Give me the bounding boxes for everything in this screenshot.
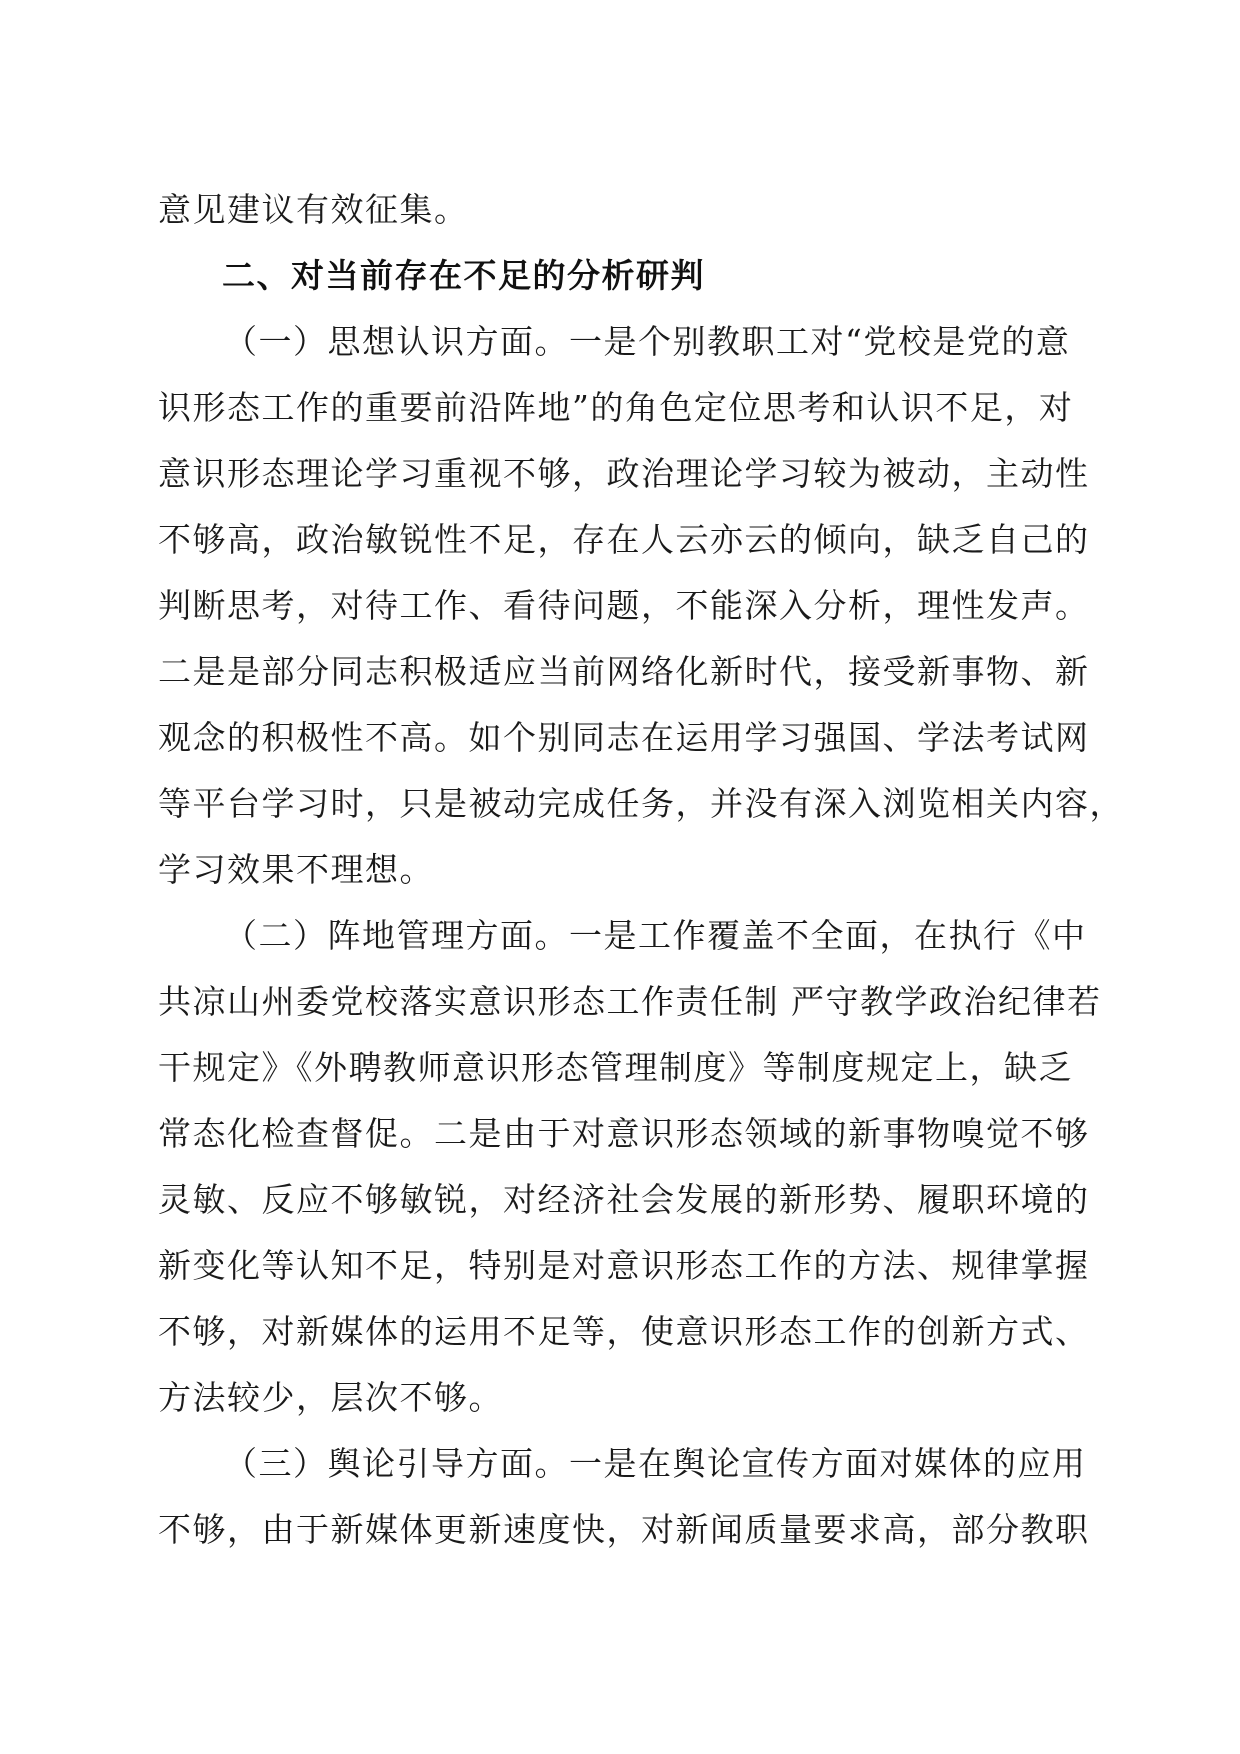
paragraph-line: 等平台学习时，只是被动完成任务，并没有深入浏览相关内容， — [158, 784, 1124, 823]
paragraph-line: （二）阵地管理方面。一是工作覆盖不全面，在执行《中 — [224, 916, 1087, 955]
paragraph-line: 不够，由于新媒体更新速度快，对新闻质量要求高，部分教职 — [158, 1510, 1090, 1549]
paragraph-line: 方法较少，层次不够。 — [158, 1378, 503, 1417]
section-heading: 二、对当前存在不足的分析研判 — [222, 256, 705, 295]
paragraph-line: 干规定》《外聘教师意识形态管理制度》等制度规定上，缺乏 — [158, 1048, 1073, 1087]
paragraph-line: 新变化等认知不足，特别是对意识形态工作的方法、规律掌握 — [158, 1246, 1090, 1285]
paragraph-line: 二是是部分同志积极适应当前网络化新时代，接受新事物、新 — [158, 652, 1090, 691]
paragraph-line: 识形态工作的重要前沿阵地”的角色定位思考和认识不足，对 — [158, 388, 1074, 427]
paragraph-line: 不够高，政治敏锐性不足，存在人云亦云的倾向，缺乏自己的 — [158, 520, 1090, 559]
paragraph-line: （一）思想认识方面。一是个别教职工对“党校是党的意 — [224, 322, 1071, 361]
paragraph-line: 判断思考，对待工作、看待问题，不能深入分析，理性发声。 — [158, 586, 1090, 625]
paragraph-line: 观念的积极性不高。如个别同志在运用学习强国、学法考试网 — [158, 718, 1090, 757]
paragraph-line: 意见建议有效征集。 — [158, 190, 469, 229]
paragraph-line: （三）舆论引导方面。一是在舆论宣传方面对媒体的应用 — [224, 1444, 1087, 1483]
paragraph-line: 共凉山州委党校落实意识形态工作责任制 严守教学政治纪律若 — [158, 982, 1102, 1021]
paragraph-line: 意识形态理论学习重视不够，政治理论学习较为被动，主动性 — [158, 454, 1090, 493]
paragraph-line: 灵敏、反应不够敏锐，对经济社会发展的新形势、履职环境的 — [158, 1180, 1090, 1219]
paragraph-line: 常态化检查督促。二是由于对意识形态领域的新事物嗅觉不够 — [158, 1114, 1090, 1153]
paragraph-line: 不够，对新媒体的运用不足等，使意识形态工作的创新方式、 — [158, 1312, 1090, 1351]
paragraph-line: 学习效果不理想。 — [158, 850, 434, 889]
